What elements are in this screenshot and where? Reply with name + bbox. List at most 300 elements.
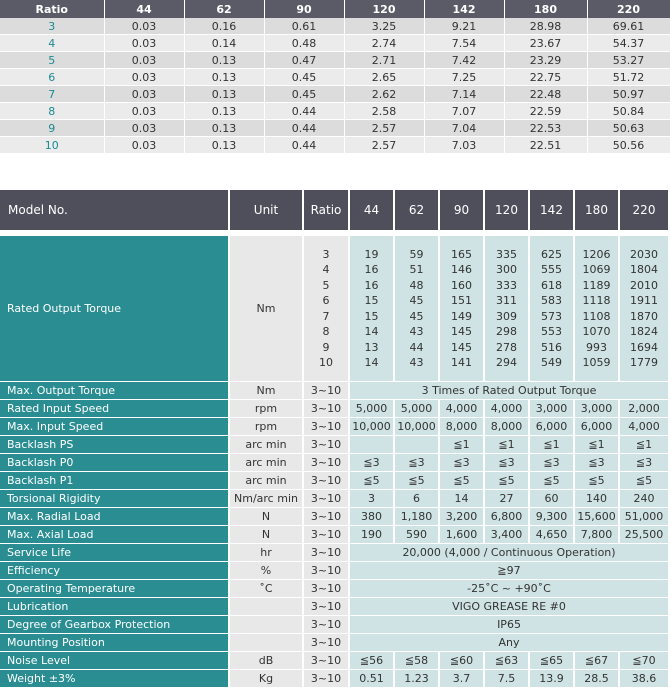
spec-label: Lubrication — [0, 598, 230, 616]
inertia-value-cell: 28.98 — [504, 18, 587, 35]
torque-value: 549 — [541, 356, 562, 369]
spec-merged-value: -25˚C ~ +90˚C — [350, 580, 670, 598]
spec-value: ≦5 — [575, 472, 620, 490]
inertia-value-cell: 7.03 — [424, 137, 504, 154]
spec-label: Torsional Rigidity — [0, 490, 230, 508]
torque-value: 300 — [496, 263, 517, 276]
spec-value: ≦3 — [485, 454, 530, 472]
spec-row-maxoutput — [0, 382, 670, 400]
inertia-value-cell: 0.03 — [104, 18, 184, 35]
spec-value: ≦5 — [620, 472, 670, 490]
torque-value: 1779 — [630, 356, 658, 369]
torque-value: 335 — [496, 247, 517, 261]
torque-column — [485, 236, 530, 382]
spec-value: ≦3 — [395, 454, 440, 472]
inertia-value-cell: 22.48 — [504, 86, 587, 103]
spec-value: 140 — [575, 490, 620, 508]
torque-value: 993 — [586, 340, 607, 354]
inertia-value-cell: 0.13 — [184, 103, 264, 120]
spec-value: 8,000 — [485, 418, 530, 436]
spec-value: 4,000 — [440, 400, 485, 418]
spec-value: 38.6 — [620, 670, 670, 688]
spec-value: ≦67 — [575, 652, 620, 670]
spec-row-axial — [0, 526, 670, 544]
spec-unit: ˚C — [230, 580, 304, 598]
spec-value: 6,000 — [530, 418, 575, 436]
torque-label: Rated Output Torque — [0, 236, 230, 382]
spec-row-lubrication — [0, 598, 670, 616]
spec-unit — [230, 598, 304, 616]
inertia-value-cell: 0.45 — [264, 86, 344, 103]
spec-value: ≦58 — [395, 652, 440, 670]
inertia-header-90: 90 — [264, 0, 344, 18]
spec-value: ≦3 — [620, 454, 670, 472]
inertia-row — [0, 137, 670, 154]
torque-value: 1108 — [582, 309, 611, 323]
spec-label: Noise Level — [0, 652, 230, 670]
spec-header-44: 44 — [350, 190, 395, 230]
spec-label: Weight ±3% — [0, 670, 230, 688]
torque-value: 15 — [364, 309, 379, 323]
inertia-ratio-cell: 5 — [0, 52, 104, 69]
torque-ratio-value: 10 — [319, 356, 333, 369]
torque-value: 1069 — [582, 263, 611, 276]
torque-column — [530, 236, 575, 382]
inertia-value-cell: 22.75 — [504, 69, 587, 86]
spec-merged-value: 3 Times of Rated Output Torque — [350, 382, 670, 400]
spec-ratio-range: 3~10 — [304, 418, 350, 436]
inertia-ratio-cell: 8 — [0, 103, 104, 120]
spec-ratio-range: 3~10 — [304, 670, 350, 688]
torque-value: 333 — [496, 278, 517, 292]
torque-value: 14 — [364, 356, 379, 369]
spec-value: 5,000 — [395, 400, 440, 418]
spec-unit: N — [230, 526, 304, 544]
spec-ratio-range: 3~10 — [304, 652, 350, 670]
spec-value: 380 — [350, 508, 395, 526]
spec-header-142: 142 — [530, 190, 575, 230]
spec-unit: arc min — [230, 454, 304, 472]
spec-unit: arc min — [230, 472, 304, 490]
torque-value: 278 — [496, 340, 517, 354]
inertia-value-cell: 0.03 — [104, 137, 184, 154]
torque-value: 553 — [541, 325, 562, 338]
spec-row-ratedinput — [0, 400, 670, 418]
spec-unit: Nm — [230, 382, 304, 400]
torque-column — [350, 236, 395, 382]
inertia-value-cell: 2.71 — [344, 52, 424, 69]
spec-value: 6,800 — [485, 508, 530, 526]
inertia-value-cell: 0.03 — [104, 35, 184, 52]
torque-value: 309 — [496, 309, 517, 323]
spec-row-backlashp0 — [0, 454, 670, 472]
inertia-row — [0, 35, 670, 52]
torque-value: 59 — [409, 247, 424, 261]
inertia-value-cell: 7.14 — [424, 86, 504, 103]
spec-value: ≦5 — [440, 472, 485, 490]
torque-value: 1694 — [630, 340, 658, 354]
spec-value: 9,300 — [530, 508, 575, 526]
torque-value: 165 — [451, 247, 472, 261]
torque-value: 1059 — [582, 356, 611, 369]
torque-ratios — [304, 236, 350, 382]
torque-value: 573 — [541, 309, 562, 323]
torque-value: 2030 — [630, 247, 658, 261]
spec-ratio-range: 3~10 — [304, 490, 350, 508]
spec-unit: Kg — [230, 670, 304, 688]
inertia-value-cell: 2.58 — [344, 103, 424, 120]
spec-ratio-range: 3~10 — [304, 526, 350, 544]
spec-header-model: Model No. — [0, 190, 230, 230]
torque-ratio-value: 8 — [322, 325, 330, 338]
inertia-row — [0, 86, 670, 103]
spec-value — [395, 436, 440, 454]
inertia-ratio-cell: 4 — [0, 35, 104, 52]
inertia-value-cell: 22.53 — [504, 120, 587, 137]
torque-value: 625 — [541, 247, 562, 261]
spec-value: 3,000 — [530, 400, 575, 418]
spec-unit: % — [230, 562, 304, 580]
inertia-header-row — [0, 0, 670, 18]
spec-value: ≦1 — [485, 436, 530, 454]
spec-row-mounting — [0, 634, 670, 652]
spec-merged-value: VIGO GREASE RE #0 — [350, 598, 670, 616]
spec-value: ≦70 — [620, 652, 670, 670]
torque-row — [0, 236, 670, 382]
spec-value: 3 — [350, 490, 395, 508]
spec-value: ≦1 — [620, 436, 670, 454]
torque-value: 618 — [541, 278, 562, 292]
inertia-value-cell: 2.65 — [344, 69, 424, 86]
inertia-table — [0, 0, 670, 154]
spec-value: 3.7 — [440, 670, 485, 688]
spec-label: Backlash PS — [0, 436, 230, 454]
spec-value: 0.51 — [350, 670, 395, 688]
spec-value: 190 — [350, 526, 395, 544]
spec-ratio-range: 3~10 — [304, 562, 350, 580]
spec-value: 27 — [485, 490, 530, 508]
inertia-value-cell: 53.27 — [587, 52, 670, 69]
spec-ratio-range: 3~10 — [304, 508, 350, 526]
inertia-value-cell: 7.04 — [424, 120, 504, 137]
torque-value: 14 — [364, 325, 379, 338]
spec-label: Efficiency — [0, 562, 230, 580]
spec-table — [0, 190, 670, 688]
spec-label: Max. Output Torque — [0, 382, 230, 400]
spec-value: ≦1 — [575, 436, 620, 454]
inertia-value-cell: 50.97 — [587, 86, 670, 103]
torque-value: 1206 — [582, 247, 611, 261]
torque-value: 583 — [541, 294, 562, 307]
inertia-value-cell: 0.44 — [264, 137, 344, 154]
spec-ratio-range: 3~10 — [304, 436, 350, 454]
inertia-value-cell: 23.67 — [504, 35, 587, 52]
spec-value: ≦5 — [395, 472, 440, 490]
spec-value: ≦5 — [485, 472, 530, 490]
torque-column — [395, 236, 440, 382]
torque-ratio-value: 3 — [322, 247, 330, 261]
inertia-value-cell: 0.13 — [184, 120, 264, 137]
spec-value: 1.23 — [395, 670, 440, 688]
torque-value: 1118 — [582, 294, 611, 307]
torque-value: 149 — [451, 309, 472, 323]
inertia-value-cell: 0.13 — [184, 69, 264, 86]
spec-value: 240 — [620, 490, 670, 508]
spec-ratio-range: 3~10 — [304, 616, 350, 634]
spec-value: ≦3 — [530, 454, 575, 472]
inertia-ratio-cell: 3 — [0, 18, 104, 35]
inertia-value-cell: 0.03 — [104, 52, 184, 69]
inertia-value-cell: 51.72 — [587, 69, 670, 86]
inertia-header-ratio: Ratio — [0, 0, 104, 18]
spec-value: 6 — [395, 490, 440, 508]
inertia-value-cell: 9.21 — [424, 18, 504, 35]
spec-merged-value: Any — [350, 634, 670, 652]
spec-label: Rated Input Speed — [0, 400, 230, 418]
inertia-value-cell: 0.03 — [104, 86, 184, 103]
inertia-value-cell: 69.61 — [587, 18, 670, 35]
torque-column — [620, 236, 670, 382]
inertia-value-cell: 2.57 — [344, 120, 424, 137]
spec-row-weight — [0, 670, 670, 688]
torque-value: 1189 — [582, 278, 611, 292]
inertia-value-cell: 2.74 — [344, 35, 424, 52]
torque-ratio-value: 7 — [322, 309, 330, 323]
spec-value: 6,000 — [575, 418, 620, 436]
inertia-value-cell: 2.57 — [344, 137, 424, 154]
spec-value: 13.9 — [530, 670, 575, 688]
spec-value: ≦3 — [440, 454, 485, 472]
inertia-value-cell: 2.62 — [344, 86, 424, 103]
spec-merged-value: ≧97 — [350, 562, 670, 580]
inertia-ratio-cell: 9 — [0, 120, 104, 137]
spec-ratio-range: 3~10 — [304, 454, 350, 472]
torque-value: 44 — [409, 340, 424, 354]
spec-value: 51,000 — [620, 508, 670, 526]
inertia-row — [0, 103, 670, 120]
spec-label: Degree of Gearbox Protection — [0, 616, 230, 634]
inertia-value-cell: 0.13 — [184, 137, 264, 154]
spec-value: 5,000 — [350, 400, 395, 418]
spec-unit: dB — [230, 652, 304, 670]
torque-value: 48 — [409, 278, 424, 292]
torque-column — [440, 236, 485, 382]
torque-value: 45 — [409, 294, 424, 307]
spec-value: ≦60 — [440, 652, 485, 670]
torque-value: 145 — [451, 325, 472, 338]
spec-unit: arc min — [230, 436, 304, 454]
spec-label: Mounting Position — [0, 634, 230, 652]
inertia-value-cell: 22.59 — [504, 103, 587, 120]
spec-value: 10,000 — [395, 418, 440, 436]
torque-value: 15 — [364, 294, 379, 307]
inertia-value-cell: 0.13 — [184, 86, 264, 103]
spec-ratio-range: 3~10 — [304, 544, 350, 562]
spec-value: ≦1 — [440, 436, 485, 454]
spec-ratio-range: 3~10 — [304, 382, 350, 400]
torque-value: 1870 — [630, 309, 658, 323]
spec-value: 25,500 — [620, 526, 670, 544]
inertia-value-cell: 50.63 — [587, 120, 670, 137]
spec-unit — [230, 634, 304, 652]
spec-header-180: 180 — [575, 190, 620, 230]
inertia-value-cell: 0.45 — [264, 69, 344, 86]
torque-ratio-value: 4 — [322, 263, 330, 276]
torque-value: 516 — [541, 340, 562, 354]
torque-value: 1911 — [630, 294, 658, 307]
inertia-value-cell: 0.48 — [264, 35, 344, 52]
spec-merged-value: IP65 — [350, 616, 670, 634]
spec-value: ≦65 — [530, 652, 575, 670]
inertia-ratio-cell: 10 — [0, 137, 104, 154]
inertia-value-cell: 0.61 — [264, 18, 344, 35]
spec-value: 1,180 — [395, 508, 440, 526]
spec-value: ≦5 — [530, 472, 575, 490]
spec-value: ≦63 — [485, 652, 530, 670]
inertia-value-cell: 23.29 — [504, 52, 587, 69]
spec-value: ≦3 — [575, 454, 620, 472]
spec-label: Max. Axial Load — [0, 526, 230, 544]
inertia-value-cell: 0.44 — [264, 103, 344, 120]
torque-value: 19 — [364, 247, 379, 261]
inertia-row — [0, 120, 670, 137]
spec-value: 4,650 — [530, 526, 575, 544]
spec-ratio-range: 3~10 — [304, 472, 350, 490]
torque-value: 555 — [541, 263, 562, 276]
spec-value — [350, 436, 395, 454]
spec-ratio-range: 3~10 — [304, 400, 350, 418]
spec-value: 8,000 — [440, 418, 485, 436]
spec-header-90: 90 — [440, 190, 485, 230]
torque-value: 45 — [409, 309, 424, 323]
spec-value: 4,000 — [485, 400, 530, 418]
spec-row-backlashp1 — [0, 472, 670, 490]
inertia-header-120: 120 — [344, 0, 424, 18]
inertia-value-cell: 0.16 — [184, 18, 264, 35]
spec-label: Max. Radial Load — [0, 508, 230, 526]
inertia-value-cell: 50.56 — [587, 137, 670, 154]
torque-value: 145 — [451, 340, 472, 354]
spec-label: Operating Temperature — [0, 580, 230, 598]
torque-value: 146 — [451, 263, 472, 276]
torque-value: 141 — [451, 356, 472, 369]
spec-header-62: 62 — [395, 190, 440, 230]
spec-row-life — [0, 544, 670, 562]
inertia-header-62: 62 — [184, 0, 264, 18]
inertia-value-cell: 7.25 — [424, 69, 504, 86]
spec-value: 590 — [395, 526, 440, 544]
inertia-value-cell: 0.03 — [104, 120, 184, 137]
inertia-ratio-cell: 6 — [0, 69, 104, 86]
spec-unit: rpm — [230, 418, 304, 436]
torque-value: 43 — [409, 325, 424, 338]
spec-row-noise — [0, 652, 670, 670]
spec-header-row — [0, 190, 670, 230]
inertia-row — [0, 52, 670, 69]
inertia-header-220: 220 — [587, 0, 670, 18]
torque-value: 1804 — [630, 263, 658, 276]
torque-value: 160 — [451, 278, 472, 292]
inertia-value-cell: 0.13 — [184, 52, 264, 69]
inertia-value-cell: 50.84 — [587, 103, 670, 120]
torque-ratio-value: 9 — [322, 340, 330, 354]
inertia-value-cell: 22.51 — [504, 137, 587, 154]
inertia-value-cell: 3.25 — [344, 18, 424, 35]
inertia-value-cell: 0.03 — [104, 103, 184, 120]
torque-value: 2010 — [630, 278, 658, 292]
torque-value: 13 — [364, 340, 379, 354]
spec-value: 15,600 — [575, 508, 620, 526]
torque-value: 16 — [364, 263, 379, 276]
inertia-header-142: 142 — [424, 0, 504, 18]
spec-label: Backlash P0 — [0, 454, 230, 472]
spec-value: 3,400 — [485, 526, 530, 544]
spec-unit: N — [230, 508, 304, 526]
spec-row-maxinput — [0, 418, 670, 436]
torque-value: 298 — [496, 325, 517, 338]
spec-unit: hr — [230, 544, 304, 562]
inertia-value-cell: 7.42 — [424, 52, 504, 69]
spec-value: 3,000 — [575, 400, 620, 418]
inertia-value-cell: 0.44 — [264, 120, 344, 137]
inertia-row — [0, 18, 670, 35]
torque-value: 43 — [409, 356, 424, 369]
spec-ratio-range: 3~10 — [304, 580, 350, 598]
spec-ratio-range: 3~10 — [304, 598, 350, 616]
spec-header-unit: Unit — [230, 190, 304, 230]
inertia-value-cell: 0.03 — [104, 69, 184, 86]
spec-header-ratio: Ratio — [304, 190, 350, 230]
inertia-ratio-cell: 7 — [0, 86, 104, 103]
inertia-value-cell: 7.07 — [424, 103, 504, 120]
spec-label: Service Life — [0, 544, 230, 562]
spec-unit: Nm/arc min — [230, 490, 304, 508]
inertia-value-cell: 7.54 — [424, 35, 504, 52]
inertia-value-cell: 0.14 — [184, 35, 264, 52]
inertia-header-180: 180 — [504, 0, 587, 18]
spec-row-protection — [0, 616, 670, 634]
torque-value: 51 — [409, 263, 424, 276]
spec-value: 14 — [440, 490, 485, 508]
torque-value: 151 — [451, 294, 472, 307]
spec-row-backlashps — [0, 436, 670, 454]
spec-value: ≦56 — [350, 652, 395, 670]
spec-value: 28.5 — [575, 670, 620, 688]
inertia-value-cell: 54.37 — [587, 35, 670, 52]
spec-value: ≦1 — [530, 436, 575, 454]
torque-value: 294 — [496, 356, 517, 369]
inertia-header-44: 44 — [104, 0, 184, 18]
spec-value: 7.5 — [485, 670, 530, 688]
spec-value: 60 — [530, 490, 575, 508]
spec-ratio-range: 3~10 — [304, 634, 350, 652]
torque-unit: Nm — [230, 236, 304, 382]
torque-ratio-value: 5 — [322, 278, 330, 292]
spec-row-efficiency — [0, 562, 670, 580]
spec-header-120: 120 — [485, 190, 530, 230]
torque-value: 311 — [496, 294, 517, 307]
torque-value: 1824 — [630, 325, 658, 338]
spec-row-torsional — [0, 490, 670, 508]
spec-value: 4,000 — [620, 418, 670, 436]
spec-unit — [230, 616, 304, 634]
spec-unit: rpm — [230, 400, 304, 418]
spec-row-radial — [0, 508, 670, 526]
spec-header-220: 220 — [620, 190, 670, 230]
spec-value: 10,000 — [350, 418, 395, 436]
inertia-row — [0, 69, 670, 86]
torque-value: 1070 — [582, 325, 611, 338]
